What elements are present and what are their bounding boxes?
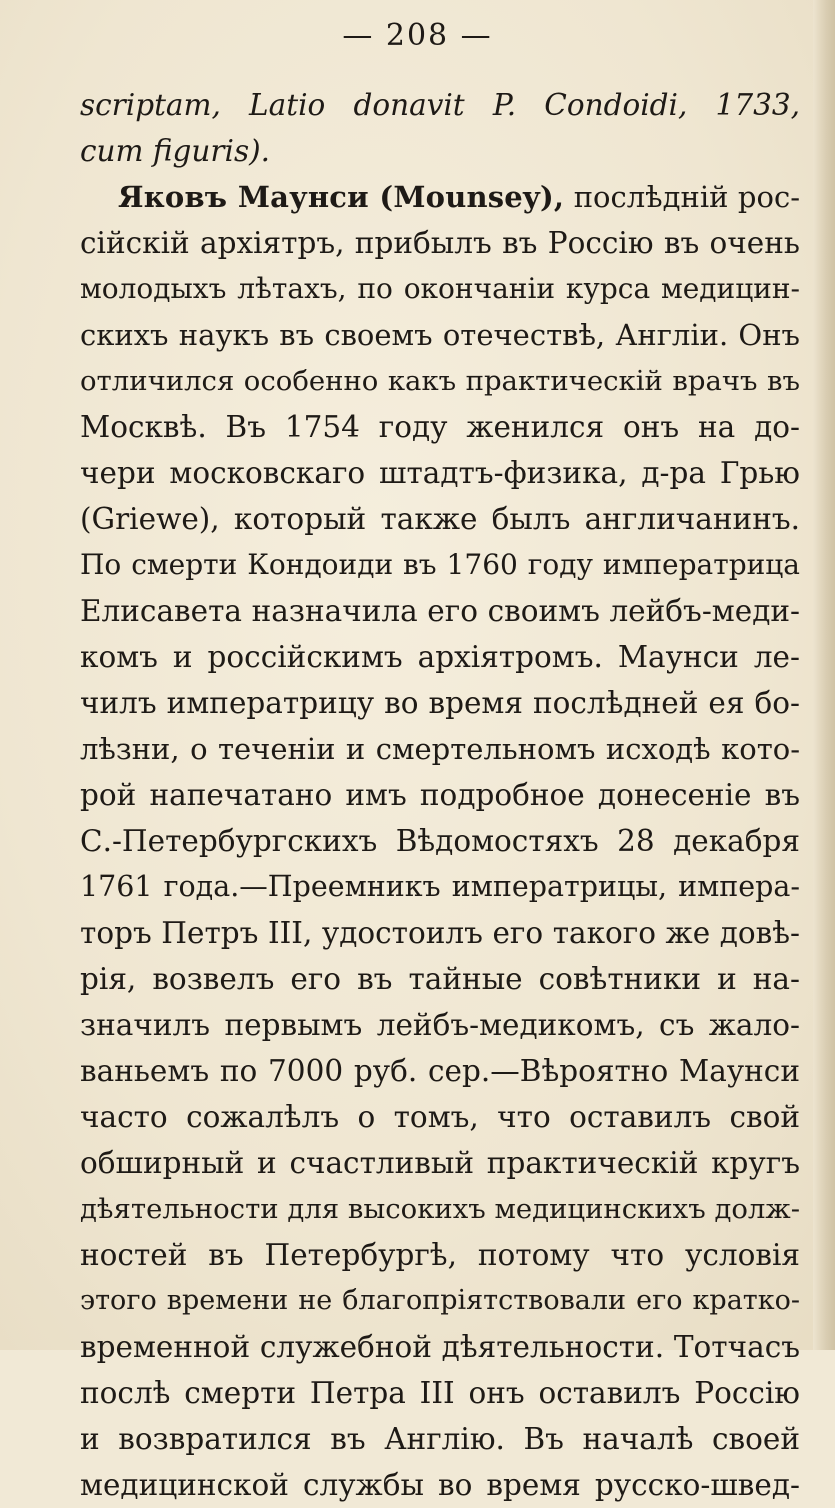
text-line [80,1002,800,1048]
text-line [80,1140,800,1186]
text-line [80,358,800,404]
text-line [80,818,800,864]
text-line [80,1416,800,1462]
line-text: Москвѣ. Въ 1754 году женился онъ на до- [80,410,800,444]
text-line [80,496,800,542]
text-line [80,82,800,128]
line-text: молодыхъ лѣтахъ, по окончаніи курса медицин- [80,272,800,305]
line-text: ностей въ Петербургѣ, потому что условія [80,1238,800,1272]
text-line [80,1324,800,1370]
line-text: лѣзни, о теченіи и смертельномъ исходѣ кото- [80,732,800,766]
line-text: сійскій архіятръ, прибылъ въ Россію въ очень [80,226,800,260]
line-text: cum figuris). [80,134,270,168]
text-line [80,956,800,1002]
text-line [80,128,800,174]
page-number: — 208 — [342,18,493,53]
line-text: 1761 года.—Преемникъ императрицы, импера- [80,870,800,903]
line-text: значилъ первымъ лейбъ-медикомъ, съ жало- [80,1008,800,1042]
line-text: ваньемъ по 7000 руб. сер.—Вѣроятно Маунси [80,1054,800,1088]
text-line [80,680,800,726]
text-line [80,1094,800,1140]
text-line [80,174,800,220]
text-line [80,864,800,910]
entry-heading: Яковъ Маунси (Mounsey), [118,180,565,214]
text-line [80,312,800,358]
text-line [80,266,800,312]
line-text: отличился особенно какъ практическій врачъ въ [80,365,800,397]
body-text [80,82,800,1508]
line-text: рой напечатано имъ подробное донесеніе въ [80,778,800,812]
line-text: дѣятельности для высокихъ медицинскихъ долж- [80,1193,800,1225]
line-text: скихъ наукъ въ своемъ отечествѣ, Англіи. Онъ [80,318,800,352]
text-line [80,542,800,588]
text-line [80,1048,800,1094]
line-text: Елисавета назначила его своимъ лейбъ-меди- [80,594,800,628]
text-line [80,910,800,956]
text-line [80,588,800,634]
text-line [80,1232,800,1278]
text-line [80,726,800,772]
text-line [80,772,800,818]
text-line [80,1462,800,1508]
text-line [80,404,800,450]
text-line [80,1278,800,1324]
line-text: (Griewe), который также былъ англичанинъ. [80,502,800,536]
line-text: послѣдній рос- [564,180,800,214]
text-line [80,1370,800,1416]
text-line [80,634,800,680]
line-text: По смерти Кондоиди въ 1760 году императрица [80,548,800,581]
line-text: этого времени не благопріятствовали его кратко- [80,1285,800,1316]
line-text: часто сожалѣлъ о томъ, что оставилъ свой [80,1100,800,1134]
text-line [80,450,800,496]
line-text: чери московскаго штадтъ-физика, д-ра Грью [80,456,800,490]
line-text: обширный и счастливый практическій кругъ [80,1146,800,1180]
line-text: временной служебной дѣятельности. Тотчасъ [80,1330,800,1364]
line-text: послѣ смерти Петра III онъ оставилъ Россію [80,1376,800,1410]
line-text: комъ и россійскимъ архіятромъ. Маунси ле- [80,640,800,674]
line-text: С.-Петербургскихъ Вѣдомостяхъ 28 декабря [80,824,800,858]
page-edge [813,0,835,1350]
line-text: и возвратился въ Англію. Въ началѣ своей [80,1422,800,1456]
text-line [80,220,800,266]
line-text: рія, возвелъ его въ тайные совѣтники и на- [80,962,800,996]
line-text: scriptam, Latio donavit P. Condoidi, 1733, [80,88,800,122]
line-text: торъ Петръ III, удостоилъ его такого же довѣ- [80,916,800,950]
line-text: чилъ императрицу во время послѣдней ея бо- [80,686,800,720]
line-text: медицинской службы во время русско-швед- [80,1468,800,1502]
text-line [80,1186,800,1232]
